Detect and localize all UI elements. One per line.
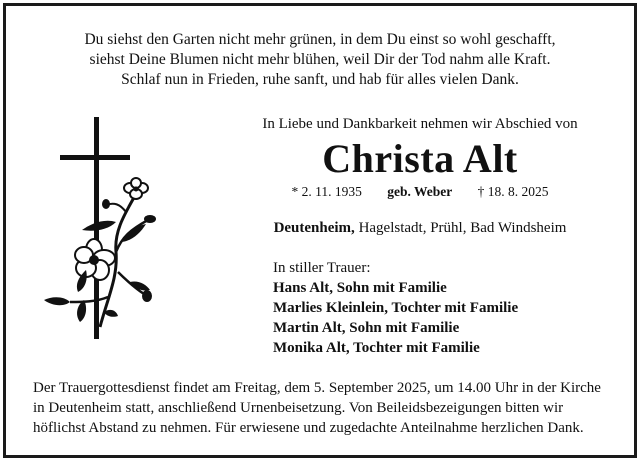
- poem: [0, 30, 640, 90]
- service-notice: [33, 378, 613, 438]
- death-date: † 18. 8. 2025: [477, 184, 549, 199]
- farewell-intro: In Liebe und Dankbarkeit nehmen wir Abschied von: [262, 116, 578, 132]
- mourner: Martin Alt, Sohn mit Familie: [273, 320, 460, 336]
- mourner: Hans Alt, Sohn mit Familie: [273, 280, 447, 296]
- notice-line: höflichst Abstand zu nehmen. Für erwiesene und zugedachte Anteilnahme herzlichen Dank.: [33, 420, 584, 436]
- notice-line: Der Trauergottesdienst findet am Freitag, dem 5. September 2025, um 14.00 Uhr in der Kirche: [33, 380, 601, 396]
- birth-date: * 2. 11. 1935: [291, 184, 362, 199]
- mourning-label: In stiller Trauer:: [273, 260, 371, 276]
- notice-line: in Deutenheim statt, anschließend Urnenbeisetzung. Von Beileidsbezeigungen bitten wir: [33, 400, 564, 416]
- mourner: Marlies Kleinlein, Tochter mit Familie: [273, 300, 519, 316]
- places-other: Hagelstadt, Prühl, Bad Windsheim: [354, 220, 567, 236]
- poem-line: Du siehst den Garten nicht mehr grünen, in dem Du einst so wohl geschafft,: [84, 31, 556, 48]
- mourner: Monika Alt, Tochter mit Familie: [273, 340, 480, 356]
- life-dates: [230, 184, 610, 200]
- maiden-name: geb. Weber: [387, 184, 453, 199]
- places-line: [230, 220, 610, 237]
- cross-with-flowers-icon: [30, 112, 165, 347]
- mourners-block: [273, 258, 518, 358]
- place-main: Deutenheim,: [273, 220, 355, 236]
- poem-line: siehst Deine Blumen nicht mehr blühen, weil Dir der Tod nahm alle Kraft.: [89, 51, 551, 68]
- deceased-name: Christa Alt: [322, 136, 518, 181]
- poem-line: Schlaf nun in Frieden, ruhe sanft, und hab für alles vielen Dank.: [121, 71, 519, 88]
